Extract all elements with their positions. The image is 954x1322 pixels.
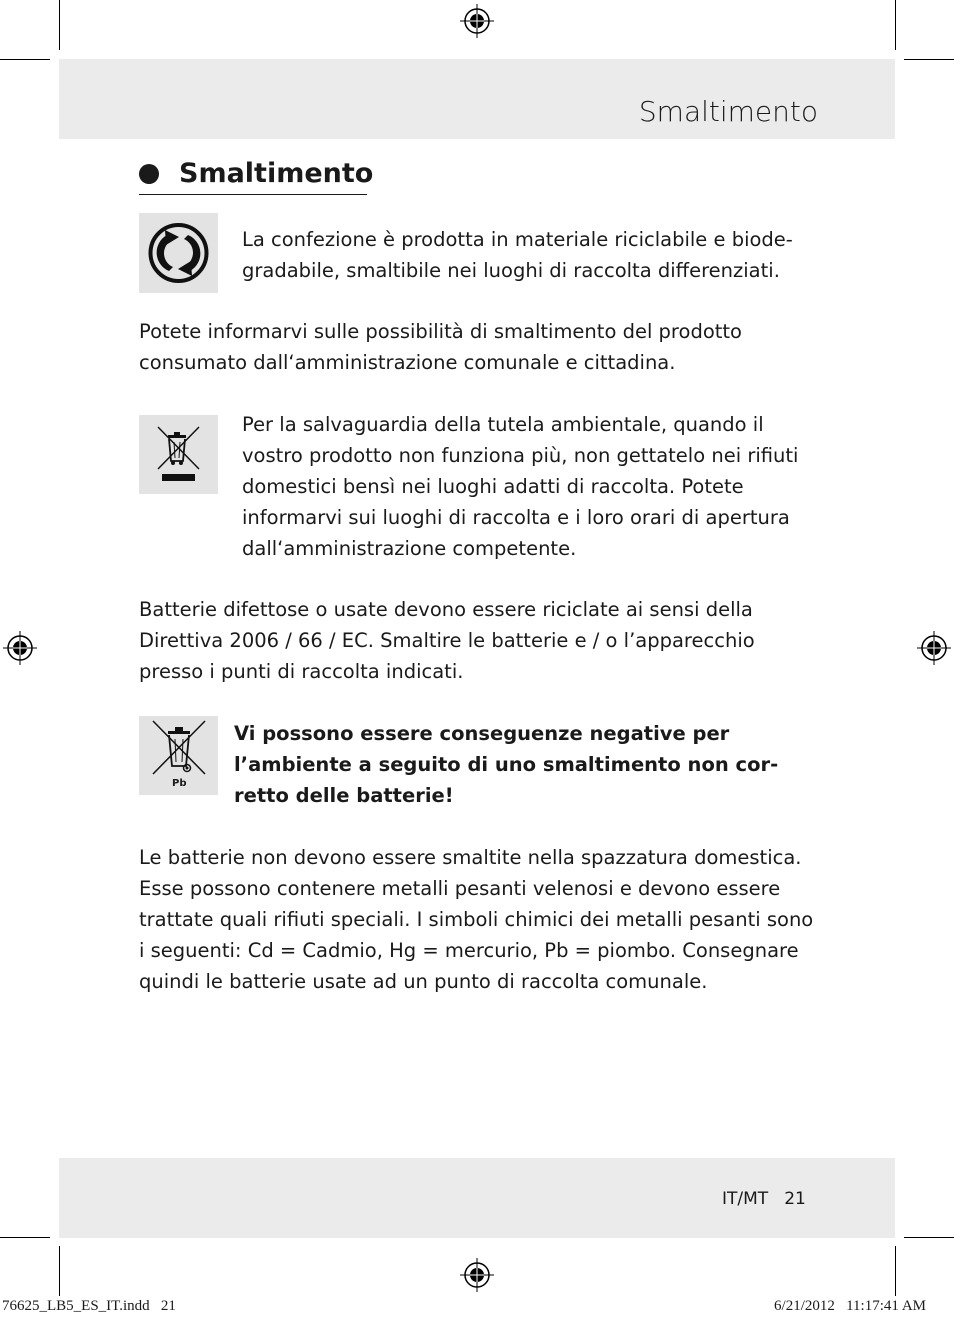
page-number: 21: [784, 1189, 806, 1209]
crossed-bin-pb-icon: [139, 716, 218, 795]
crop-mark: [59, 1246, 60, 1296]
crop-mark: [895, 0, 896, 50]
weee-paragraph: Per la salvaguardia della tutela ambientale, quando il vostro prodotto non funziona più, non gettatelo nei rifiuti domestici bensì nei luoghi adatti di raccolta. Potete informarvi sui luoghi di raccolta e i loro orari di apertura dall‘amministrazione competente.: [242, 413, 799, 560]
registration-mark-icon: [460, 4, 494, 38]
bullet-icon: [139, 164, 159, 184]
crop-mark: [59, 0, 60, 50]
battery-pb-label: Pb: [172, 778, 187, 789]
crop-mark: [0, 59, 50, 60]
crop-mark: [0, 1237, 50, 1238]
crop-mark: [904, 1237, 954, 1238]
batteries-directive-paragraph: Batterie difettose o usate devono essere riciclate ai sensi della Direttiva 2006 / 66 / EC. Smaltire le batterie e / o l’apparecchio presso i punti di raccolta indicati.: [139, 598, 755, 683]
section-heading: [139, 158, 374, 195]
crop-mark: [895, 1246, 896, 1296]
section-title: Smaltimento: [179, 158, 374, 189]
crop-mark: [904, 59, 954, 60]
page-footer: [722, 1186, 806, 1212]
slug-timestamp: 6/21/2012 11:17:41 AM: [774, 1298, 926, 1314]
registration-mark-icon: [3, 631, 37, 665]
registration-mark-icon: [460, 1258, 494, 1292]
battery-warning: Vi possono essere conseguenze negative per l’ambiente a seguito di uno smaltimento non cor-retto delle batterie!: [234, 722, 779, 807]
footer-language: IT/MT: [722, 1189, 769, 1209]
registration-mark-icon: [917, 631, 951, 665]
info-paragraph: Potete informarvi sulle possibilità di smaltimento del prodotto consumato dall‘amministrazione comunale e cittadina.: [139, 320, 742, 374]
heavy-metals-paragraph: Le batterie non devono essere smaltite nella spazzatura domestica. Esse possono contenere metalli pesanti velenosi e devono essere trattate quali rifiuti speciali. I simboli chimici dei metalli pesanti sono i seguenti: Cd = Cadmio, Hg = mercurio, Pb = piombo. Consegnare quindi le batterie usate ad un punto di raccolta comunale.: [139, 846, 814, 993]
page-header-title: Smaltimento: [638, 95, 818, 128]
crossed-bin-icon: [139, 415, 218, 494]
slug-filename: 76625_LB5_ES_IT.indd 21: [2, 1298, 176, 1314]
packaging-paragraph: La confezione è prodotta in materiale riciclabile e biode-gradabile, smaltibile nei luoghi di raccolta differenziati.: [242, 228, 793, 282]
green-dot-recycle-icon: [139, 213, 218, 293]
